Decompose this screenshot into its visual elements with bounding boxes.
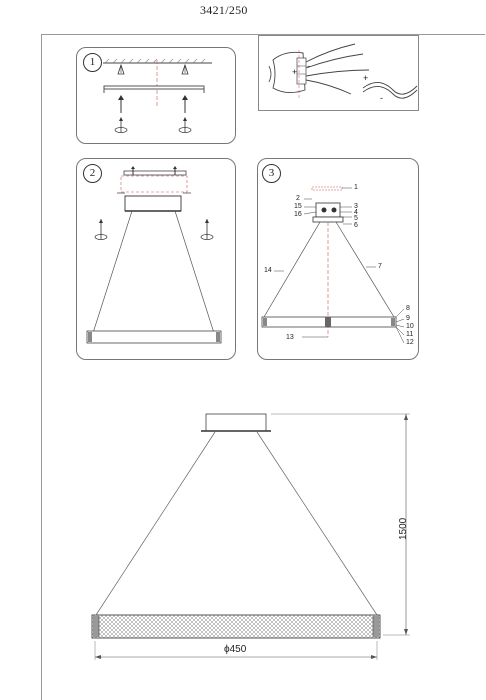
wire-minus-label: -	[307, 61, 310, 71]
callout-12: 12	[406, 339, 414, 346]
callout-7: 7	[378, 263, 382, 270]
wire-plus-label: +	[292, 67, 298, 77]
step-3-badge: 3	[262, 164, 281, 183]
callout-11: 11	[406, 331, 414, 338]
callout-8: 8	[406, 305, 410, 312]
diameter-dimension-label: ϕ450	[224, 644, 247, 655]
callout-5: 5	[354, 215, 358, 222]
cable-plus-label: +	[363, 73, 369, 83]
callout-14: 14	[264, 267, 272, 274]
document-code: 3421/250	[200, 3, 248, 17]
callout-9: 9	[406, 315, 410, 322]
callout-4: 4	[354, 209, 358, 216]
callout-15: 15	[294, 203, 302, 210]
callout-6: 6	[354, 222, 358, 229]
callout-3: 3	[354, 203, 358, 210]
height-dimension-label: 1500	[398, 517, 409, 540]
callout-13: 13	[286, 334, 294, 341]
callout-10: 10	[406, 323, 414, 330]
callout-16: 16	[294, 211, 302, 218]
callout-2: 2	[296, 195, 300, 202]
step-2-badge: 2	[83, 164, 102, 183]
cable-minus-label: -	[380, 93, 383, 103]
callout-1: 1	[354, 184, 358, 191]
step-1-badge: 1	[83, 53, 102, 72]
